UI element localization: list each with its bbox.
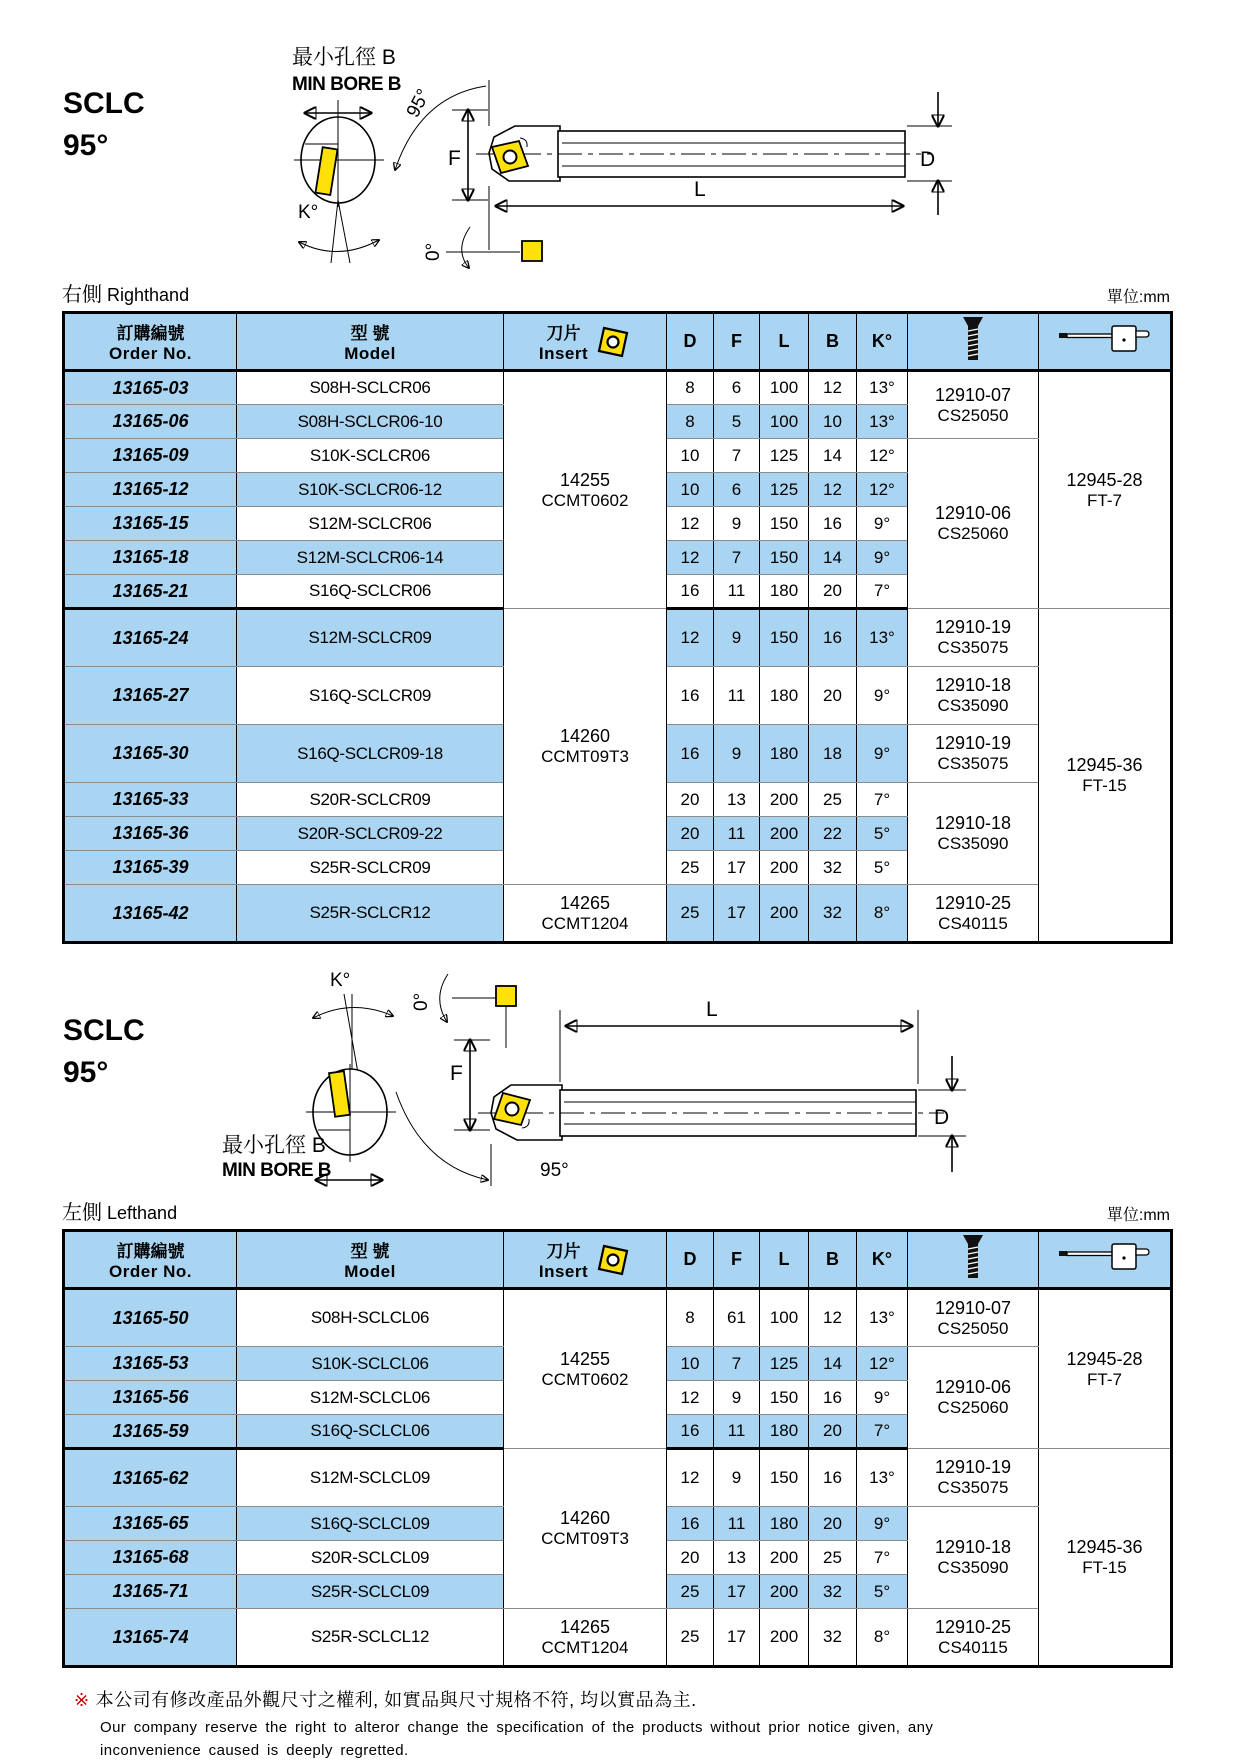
dim-d-cell: 25 xyxy=(667,1609,714,1667)
model-cell: S25R-SCLCL12 xyxy=(237,1609,504,1667)
dim-l-cell: 200 xyxy=(760,885,809,943)
order-no-cell: 13165-18 xyxy=(64,541,237,575)
insert-header-zh: 刀片 xyxy=(546,324,581,343)
footnote-zh-text: 本公司有修改產品外觀尺寸之權利, 如實品與尺寸規格不符, 均以實品為主. xyxy=(95,1690,697,1710)
dim-d-cell: 12 xyxy=(667,1381,714,1415)
table-row xyxy=(64,371,1172,405)
dim-d-cell: 20 xyxy=(667,783,714,817)
dim-k-cell: 13° xyxy=(857,405,908,439)
dim-b-cell: 10 xyxy=(809,405,857,439)
righthand-label-zh: 右側 xyxy=(62,284,102,306)
d-dim-label: D xyxy=(920,148,936,171)
model-cell: S16Q-SCLCR09 xyxy=(237,667,504,725)
series-name: SCLC xyxy=(63,87,145,120)
zero-angle-insert-icon xyxy=(496,986,516,1006)
clamp-screw-icon xyxy=(961,1234,985,1280)
dim-k-cell: 12° xyxy=(857,1347,908,1381)
dim-k-cell: 12° xyxy=(857,439,908,473)
dim-b-cell: 16 xyxy=(809,609,857,667)
righthand-table xyxy=(62,311,1173,944)
model-cell: S08H-SCLCL06 xyxy=(237,1289,504,1347)
dim-l-cell: 100 xyxy=(760,405,809,439)
insert-cell: 14265 CCMT1204 xyxy=(504,1609,667,1667)
dim-d-cell: 12 xyxy=(667,507,714,541)
model-cell: S12M-SCLCR06-14 xyxy=(237,541,504,575)
k-angle-label: K° xyxy=(330,970,351,991)
order-no-header xyxy=(64,313,237,371)
dim-k-cell: 7° xyxy=(857,575,908,609)
min-bore-en: MIN BORE B xyxy=(292,74,401,95)
model-cell: S08H-SCLCR06 xyxy=(237,371,504,405)
table-row xyxy=(64,1449,1172,1507)
order-no-cell: 13165-24 xyxy=(64,609,237,667)
end-view xyxy=(294,100,384,207)
dim-b-cell: 20 xyxy=(809,667,857,725)
dim-f-header: F xyxy=(714,313,760,371)
dim-l-cell: 100 xyxy=(760,371,809,405)
order-no-cell: 13165-39 xyxy=(64,851,237,885)
model-cell: S20R-SCLCR09 xyxy=(237,783,504,817)
dim-f-cell: 11 xyxy=(714,575,760,609)
insert-cell: 14260 CCMT09T3 xyxy=(504,1449,667,1609)
insert-cell: 14255 CCMT0602 xyxy=(504,1289,667,1449)
l-dim-label: L xyxy=(706,998,718,1021)
dim-k-header: K° xyxy=(857,1231,908,1289)
dim-f-cell: 7 xyxy=(714,1347,760,1381)
dim-d-cell: 8 xyxy=(667,405,714,439)
zero-angle-label: 0° xyxy=(423,242,444,261)
zero-angle-annotation xyxy=(411,974,516,1048)
dim-k-cell: 9° xyxy=(857,1507,908,1541)
dim-f-cell: 11 xyxy=(714,1507,760,1541)
footnote-en-line1: Our company reserve the right to alteror change the specification of the products without prior notice given, any xyxy=(100,1719,934,1736)
min-bore-label xyxy=(292,46,401,113)
dim-k-cell: 5° xyxy=(857,851,908,885)
order-no-header-en: Order No. xyxy=(109,1262,192,1281)
dim-f-cell: 17 xyxy=(714,1609,760,1667)
series-title xyxy=(63,1014,145,1089)
wrench-header xyxy=(1039,313,1172,371)
unit-label: 單位:mm xyxy=(1106,1207,1170,1224)
dim-f-cell: 9 xyxy=(714,507,760,541)
righthand-label-en: Righthand xyxy=(107,285,190,305)
dim-b-cell: 22 xyxy=(809,817,857,851)
dim-f-cell: 7 xyxy=(714,541,760,575)
f-dimension xyxy=(450,1040,490,1130)
dim-b-cell: 20 xyxy=(809,1507,857,1541)
model-cell: S10K-SCLCR06 xyxy=(237,439,504,473)
dim-k-cell: 13° xyxy=(857,1449,908,1507)
model-cell: S10K-SCLCL06 xyxy=(237,1347,504,1381)
screw-part-cell: 12910-18 CS35090 xyxy=(908,783,1039,885)
screw-part-cell: 12910-19 CS35075 xyxy=(908,725,1039,783)
k-angle-label: K° xyxy=(298,202,319,223)
dim-b-cell: 14 xyxy=(809,1347,857,1381)
dim-k-cell: 7° xyxy=(857,1415,908,1449)
table-row xyxy=(64,609,1172,667)
dim-f-cell: 11 xyxy=(714,817,760,851)
zero-angle-insert-icon xyxy=(522,241,542,261)
model-cell: S25R-SCLCR12 xyxy=(237,885,504,943)
dim-k-cell: 9° xyxy=(857,725,908,783)
dim-l-cell: 200 xyxy=(760,817,809,851)
dim-b-cell: 32 xyxy=(809,851,857,885)
order-no-cell: 13165-53 xyxy=(64,1347,237,1381)
model-cell: S08H-SCLCR06-10 xyxy=(237,405,504,439)
table-header-row xyxy=(64,313,1172,371)
dim-k-cell: 8° xyxy=(857,1609,908,1667)
dim-l-cell: 200 xyxy=(760,1575,809,1609)
dim-b-cell: 14 xyxy=(809,541,857,575)
insert-icon xyxy=(595,326,631,358)
model-header-en: Model xyxy=(344,344,396,363)
dim-b-cell: 32 xyxy=(809,1609,857,1667)
angle-95-label: 95° xyxy=(402,85,435,122)
dim-b-header: B xyxy=(809,313,857,371)
model-cell: S16Q-SCLCL09 xyxy=(237,1507,504,1541)
dim-b-cell: 16 xyxy=(809,507,857,541)
dim-l-cell: 180 xyxy=(760,667,809,725)
dim-k-cell: 5° xyxy=(857,1575,908,1609)
dim-d-cell: 25 xyxy=(667,851,714,885)
dim-d-cell: 16 xyxy=(667,575,714,609)
dim-f-cell: 13 xyxy=(714,1541,760,1575)
dim-d-cell: 10 xyxy=(667,473,714,507)
screw-part-cell: 12910-18 CS35090 xyxy=(908,1507,1039,1609)
dim-f-cell: 9 xyxy=(714,1381,760,1415)
righthand-section-bar xyxy=(62,278,1170,307)
order-no-cell: 13165-27 xyxy=(64,667,237,725)
model-cell: S12M-SCLCR09 xyxy=(237,609,504,667)
order-no-cell: 13165-71 xyxy=(64,1575,237,1609)
order-no-cell: 13165-74 xyxy=(64,1609,237,1667)
series-name: SCLC xyxy=(63,1014,145,1047)
order-no-cell: 13165-65 xyxy=(64,1507,237,1541)
dim-l-cell: 180 xyxy=(760,1507,809,1541)
dim-l-cell: 150 xyxy=(760,1381,809,1415)
min-bore-zh: 最小孔徑 B xyxy=(292,46,396,69)
l-dimension xyxy=(496,178,903,206)
dim-f-cell: 17 xyxy=(714,1575,760,1609)
screw-part-cell: 12910-06 CS25060 xyxy=(908,439,1039,609)
insert-header xyxy=(504,313,667,371)
f-dimension xyxy=(448,110,488,200)
lefthand-label-zh: 左側 xyxy=(62,1202,102,1224)
order-no-cell: 13165-03 xyxy=(64,371,237,405)
dim-k-header: K° xyxy=(857,313,908,371)
screw-part-cell: 12910-06 CS25060 xyxy=(908,1347,1039,1449)
dim-b-cell: 14 xyxy=(809,439,857,473)
model-cell: S25R-SCLCL09 xyxy=(237,1575,504,1609)
screw-part-cell: 12910-25 CS40115 xyxy=(908,885,1039,943)
dim-d-cell: 20 xyxy=(667,1541,714,1575)
dim-d-cell: 16 xyxy=(667,1507,714,1541)
insert-header-en: Insert xyxy=(538,1262,589,1281)
model-cell: S12M-SCLCR06 xyxy=(237,507,504,541)
dim-d-header: D xyxy=(667,1231,714,1289)
model-header xyxy=(237,1231,504,1289)
dim-l-cell: 150 xyxy=(760,1449,809,1507)
insert-cell: 14265 CCMT1204 xyxy=(504,885,667,943)
dim-k-cell: 13° xyxy=(857,371,908,405)
dim-l-cell: 200 xyxy=(760,783,809,817)
model-header-zh: 型 號 xyxy=(350,324,390,343)
l-dim-label: L xyxy=(694,178,706,201)
model-header-en: Model xyxy=(344,1262,396,1281)
screw-part-cell: 12910-25 CS40115 xyxy=(908,1609,1039,1667)
footnote-en-line2: inconvenience caused is deeply regretted. xyxy=(100,1742,409,1760)
dim-b-cell: 18 xyxy=(809,725,857,783)
dim-d-cell: 16 xyxy=(667,667,714,725)
order-no-cell: 13165-59 xyxy=(64,1415,237,1449)
dim-d-cell: 16 xyxy=(667,725,714,783)
order-no-header-zh: 訂購編號 xyxy=(116,324,185,343)
dim-f-cell: 9 xyxy=(714,725,760,783)
dim-f-cell: 6 xyxy=(714,371,760,405)
dim-b-cell: 25 xyxy=(809,1541,857,1575)
lefthand-diagram xyxy=(0,952,1240,1190)
order-no-cell: 13165-68 xyxy=(64,1541,237,1575)
dim-d-cell: 12 xyxy=(667,1449,714,1507)
dim-f-cell: 5 xyxy=(714,405,760,439)
dim-l-cell: 180 xyxy=(760,1415,809,1449)
k-angle-annotation xyxy=(298,200,379,263)
dim-l-cell: 200 xyxy=(760,1541,809,1575)
dim-d-cell: 10 xyxy=(667,439,714,473)
model-cell: S16Q-SCLCR09-18 xyxy=(237,725,504,783)
dim-f-cell: 17 xyxy=(714,851,760,885)
dim-k-cell: 12° xyxy=(857,473,908,507)
dim-b-cell: 12 xyxy=(809,473,857,507)
dim-k-cell: 13° xyxy=(857,609,908,667)
dim-d-cell: 25 xyxy=(667,885,714,943)
dim-l-header: L xyxy=(760,313,809,371)
dim-k-cell: 5° xyxy=(857,817,908,851)
dim-f-cell: 6 xyxy=(714,473,760,507)
order-no-cell: 13165-50 xyxy=(64,1289,237,1347)
table-header-row xyxy=(64,1231,1172,1289)
dim-k-cell: 9° xyxy=(857,541,908,575)
order-no-cell: 13165-33 xyxy=(64,783,237,817)
d-dimension xyxy=(918,1056,966,1172)
dim-b-cell: 20 xyxy=(809,575,857,609)
angle-95-annotation xyxy=(395,80,489,170)
screw-part-cell: 12910-19 CS35075 xyxy=(908,609,1039,667)
order-no-cell: 13165-09 xyxy=(64,439,237,473)
model-cell: S12M-SCLCL06 xyxy=(237,1381,504,1415)
screw-header xyxy=(908,313,1039,371)
wrench-part-cell: 12945-36 FT-15 xyxy=(1039,609,1172,943)
dim-l-cell: 180 xyxy=(760,575,809,609)
dim-f-cell: 9 xyxy=(714,1449,760,1507)
min-bore-zh: 最小孔徑 B xyxy=(222,1134,326,1157)
model-cell: S20R-SCLCL09 xyxy=(237,1541,504,1575)
torx-wrench-icon xyxy=(1057,1239,1153,1275)
order-no-cell: 13165-62 xyxy=(64,1449,237,1507)
series-angle: 95° xyxy=(63,1056,109,1089)
dim-d-header: D xyxy=(667,313,714,371)
dim-l-cell: 100 xyxy=(760,1289,809,1347)
unit-label: 單位:mm xyxy=(1106,289,1170,306)
dim-k-cell: 9° xyxy=(857,667,908,725)
dim-f-cell: 13 xyxy=(714,783,760,817)
dim-k-cell: 13° xyxy=(857,1289,908,1347)
model-header xyxy=(237,313,504,371)
order-no-cell: 13165-06 xyxy=(64,405,237,439)
dim-l-cell: 125 xyxy=(760,439,809,473)
dim-b-cell: 12 xyxy=(809,1289,857,1347)
screw-header xyxy=(908,1231,1039,1289)
dim-b-header: B xyxy=(809,1231,857,1289)
righthand-section-label xyxy=(62,278,189,307)
dim-l-cell: 125 xyxy=(760,473,809,507)
wrench-part-cell: 12945-28 FT-7 xyxy=(1039,371,1172,609)
dim-k-cell: 7° xyxy=(857,1541,908,1575)
angle-95-label: 95° xyxy=(540,1160,569,1181)
side-view xyxy=(478,1085,944,1140)
d-dimension xyxy=(907,92,952,215)
insert-cell: 14260 CCMT09T3 xyxy=(504,609,667,885)
lefthand-table xyxy=(62,1229,1173,1668)
dim-f-cell: 7 xyxy=(714,439,760,473)
dim-l-cell: 150 xyxy=(760,609,809,667)
screw-part-cell: 12910-07 CS25050 xyxy=(908,371,1039,439)
model-cell: S16Q-SCLCR06 xyxy=(237,575,504,609)
insert-header xyxy=(504,1231,667,1289)
order-no-cell: 13165-30 xyxy=(64,725,237,783)
wrench-part-cell: 12945-28 FT-7 xyxy=(1039,1289,1172,1449)
order-no-header-en: Order No. xyxy=(109,344,192,363)
dim-d-cell: 20 xyxy=(667,817,714,851)
d-dim-label: D xyxy=(934,1106,950,1129)
f-dim-label: F xyxy=(448,147,461,170)
righthand-diagram xyxy=(0,0,1240,272)
model-cell: S12M-SCLCL09 xyxy=(237,1449,504,1507)
dim-f-header: F xyxy=(714,1231,760,1289)
order-no-cell: 13165-56 xyxy=(64,1381,237,1415)
lefthand-section-bar xyxy=(62,1196,1170,1225)
dim-d-cell: 25 xyxy=(667,1575,714,1609)
model-header-zh: 型 號 xyxy=(350,1242,390,1261)
dim-f-cell: 11 xyxy=(714,1415,760,1449)
dim-d-cell: 12 xyxy=(667,541,714,575)
model-cell: S10K-SCLCR06-12 xyxy=(237,473,504,507)
dim-b-cell: 32 xyxy=(809,1575,857,1609)
dim-l-header: L xyxy=(760,1231,809,1289)
model-cell: S25R-SCLCR09 xyxy=(237,851,504,885)
zero-angle-label: 0° xyxy=(411,992,432,1011)
screw-part-cell: 12910-07 CS25050 xyxy=(908,1289,1039,1347)
dim-b-cell: 16 xyxy=(809,1381,857,1415)
dim-b-cell: 32 xyxy=(809,885,857,943)
order-no-header-zh: 訂購編號 xyxy=(116,1242,185,1261)
dim-l-cell: 200 xyxy=(760,1609,809,1667)
dim-b-cell: 20 xyxy=(809,1415,857,1449)
dim-k-cell: 8° xyxy=(857,885,908,943)
series-angle: 95° xyxy=(63,129,109,162)
dim-f-cell: 11 xyxy=(714,667,760,725)
order-no-cell: 13165-36 xyxy=(64,817,237,851)
footnote xyxy=(74,1686,1240,1763)
order-no-cell: 13165-15 xyxy=(64,507,237,541)
side-view xyxy=(476,126,932,181)
footnote-zh xyxy=(74,1686,1240,1712)
order-no-cell: 13165-12 xyxy=(64,473,237,507)
wrench-part-cell: 12945-36 FT-15 xyxy=(1039,1449,1172,1667)
insert-header-zh: 刀片 xyxy=(546,1242,581,1261)
lefthand-section-label xyxy=(62,1196,177,1225)
footnote-mark: ※ xyxy=(74,1690,90,1710)
insert-icon xyxy=(595,1244,631,1276)
order-no-cell: 13165-21 xyxy=(64,575,237,609)
dim-f-cell: 17 xyxy=(714,885,760,943)
dim-k-cell: 7° xyxy=(857,783,908,817)
lefthand-label-en: Lefthand xyxy=(107,1203,178,1223)
dim-f-cell: 9 xyxy=(714,609,760,667)
dim-b-cell: 16 xyxy=(809,1449,857,1507)
screw-part-cell: 12910-19 CS35075 xyxy=(908,1449,1039,1507)
dim-d-cell: 10 xyxy=(667,1347,714,1381)
l-dimension xyxy=(560,998,918,1084)
order-no-header xyxy=(64,1231,237,1289)
dim-f-cell: 61 xyxy=(714,1289,760,1347)
wrench-header xyxy=(1039,1231,1172,1289)
dim-b-cell: 25 xyxy=(809,783,857,817)
dim-d-cell: 8 xyxy=(667,1289,714,1347)
dim-d-cell: 12 xyxy=(667,609,714,667)
zero-angle-annotation xyxy=(423,186,542,268)
dim-k-cell: 9° xyxy=(857,1381,908,1415)
dim-l-cell: 200 xyxy=(760,851,809,885)
screw-part-cell: 12910-18 CS35090 xyxy=(908,667,1039,725)
torx-wrench-icon xyxy=(1057,321,1153,357)
dim-k-cell: 9° xyxy=(857,507,908,541)
dim-d-cell: 16 xyxy=(667,1415,714,1449)
insert-cell: 14255 CCMT0602 xyxy=(504,371,667,609)
min-bore-en: MIN BORE B xyxy=(222,1160,331,1181)
table-row xyxy=(64,1609,1172,1667)
model-cell: S16Q-SCLCL06 xyxy=(237,1415,504,1449)
clamp-screw-icon xyxy=(961,316,985,362)
order-no-cell: 13165-42 xyxy=(64,885,237,943)
table-row xyxy=(64,885,1172,943)
dim-l-cell: 125 xyxy=(760,1347,809,1381)
model-cell: S20R-SCLCR09-22 xyxy=(237,817,504,851)
f-dim-label: F xyxy=(450,1062,463,1085)
dim-l-cell: 180 xyxy=(760,725,809,783)
dim-b-cell: 12 xyxy=(809,371,857,405)
series-title xyxy=(63,87,145,162)
table-row xyxy=(64,1289,1172,1347)
dim-d-cell: 8 xyxy=(667,371,714,405)
dim-l-cell: 150 xyxy=(760,507,809,541)
dim-l-cell: 150 xyxy=(760,541,809,575)
insert-header-en: Insert xyxy=(538,344,589,363)
